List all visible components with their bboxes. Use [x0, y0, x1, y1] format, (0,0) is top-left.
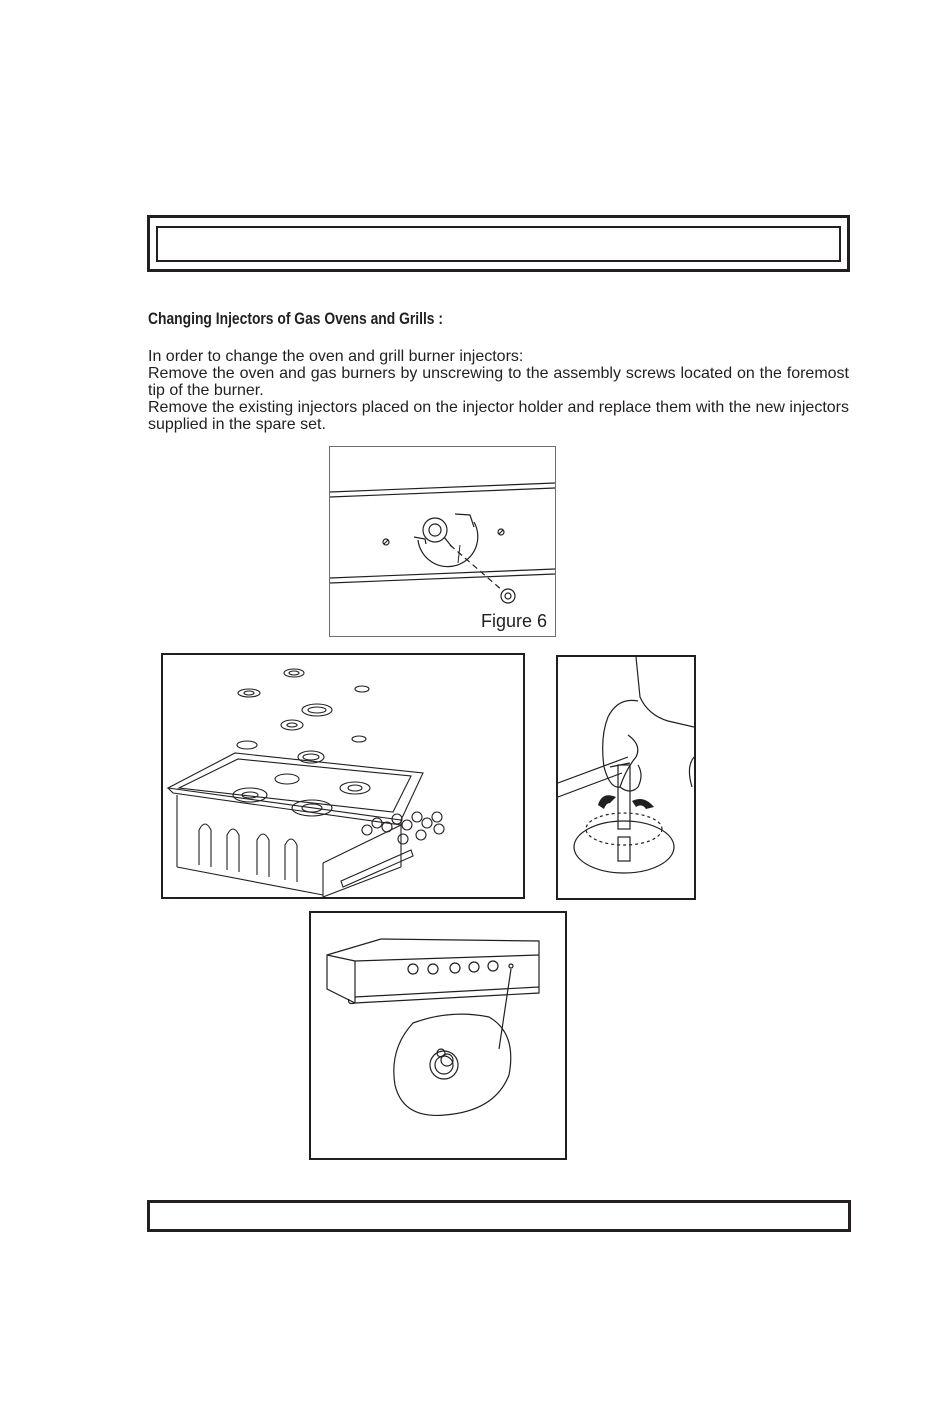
- header-frame: [147, 215, 850, 272]
- injector-holder-drawing: [330, 447, 555, 636]
- figure-cooker-burners: [161, 653, 525, 899]
- instruction-intro: In order to change the oven and grill burner injectors:: [148, 348, 524, 365]
- control-panel-drawing: [311, 913, 565, 1158]
- section-title: Changing Injectors of Gas Ovens and Grills :: [148, 310, 443, 328]
- instruction-remove-burners: Remove the oven and gas burners by unscrewing to the assembly screws located on the foremost tip of the burner.: [148, 365, 849, 399]
- hand-wrench-drawing: [558, 657, 694, 898]
- footer-frame: [147, 1200, 851, 1232]
- cooker-exploded-drawing: [163, 655, 523, 897]
- instructions-text: [148, 348, 849, 433]
- figure-control-panel-injector: [309, 911, 567, 1160]
- figure-hand-removing-injector: [556, 655, 696, 900]
- figure-6-caption: Figure 6: [480, 611, 547, 631]
- header-inner-frame: [156, 226, 841, 262]
- instruction-replace-injectors: Remove the existing injectors placed on the injector holder and replace them with the new injectors supplied in the spare set.: [148, 399, 849, 433]
- figure-6-injector-holder: [329, 446, 556, 637]
